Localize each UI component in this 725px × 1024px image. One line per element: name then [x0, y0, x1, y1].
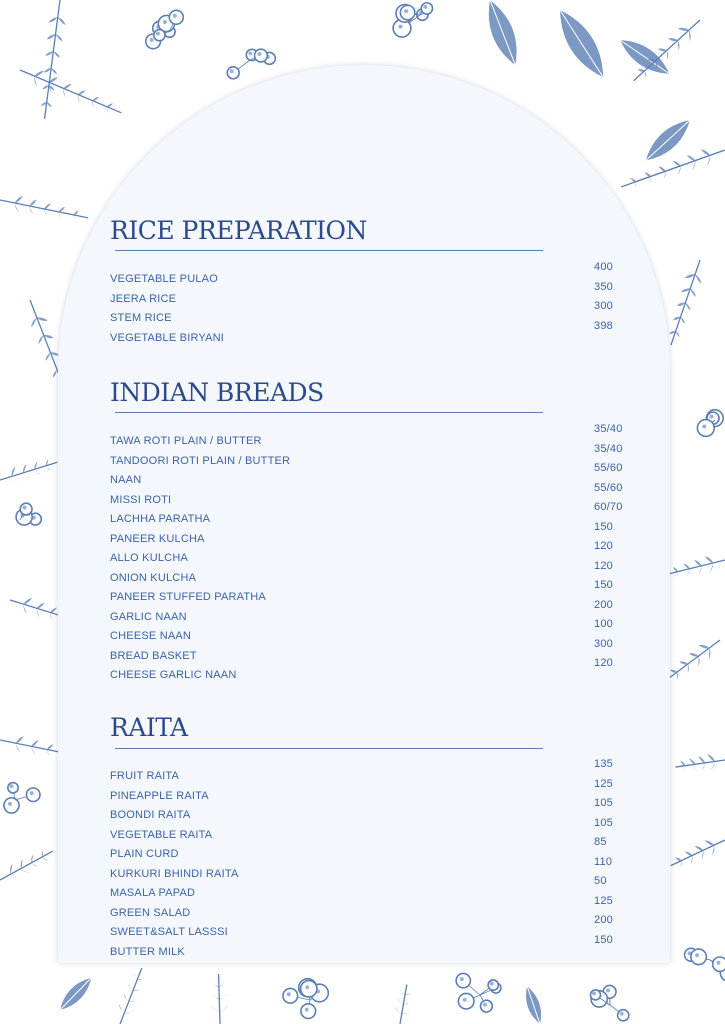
menu-item-name: JEERA RICE — [110, 292, 177, 305]
menu-item-price: 125 — [594, 894, 613, 907]
menu-item-name: CHEESE NAAN — [110, 630, 192, 642]
menu-item-price: 150 — [594, 579, 613, 591]
item-price-list — [594, 755, 613, 950]
menu-item-price: 60/70 — [594, 501, 623, 513]
menu-item-name: PANEER KULCHA — [110, 532, 205, 545]
item-name-list — [110, 767, 238, 962]
menu-item-name: KURKURI BHINDI RAITA — [110, 867, 239, 880]
menu-item-price: 55/60 — [594, 462, 623, 474]
section-divider — [115, 412, 543, 413]
section-title: RICE PREPARATION — [110, 216, 367, 245]
menu-item-name: MISSI ROTI — [110, 493, 172, 506]
menu-item-price: 55/60 — [594, 481, 623, 494]
menu-item-price: 120 — [594, 657, 613, 669]
menu-item-price: 398 — [594, 319, 613, 332]
section-indian-breads — [110, 378, 630, 681]
menu-item-name: GREEN SALAD — [110, 906, 191, 919]
menu-item-name: PLAIN CURD — [110, 848, 179, 860]
section-title: RAITA — [110, 713, 188, 742]
menu-item-price: 85 — [594, 836, 607, 848]
menu-item-name: SWEET&SALT LASSSI — [110, 926, 228, 938]
menu-item-price: 100 — [594, 618, 613, 630]
menu-item-price: 120 — [594, 540, 613, 552]
menu-item-price: 125 — [594, 777, 613, 790]
menu-item-name: CHEESE GARLIC NAAN — [110, 669, 237, 681]
menu-item-name: VEGETABLE BIRYANI — [110, 331, 225, 344]
menu-item-name: VEGETABLE PULAO — [110, 273, 218, 285]
menu-item-price: 120 — [594, 559, 613, 572]
menu-item-price: 300 — [594, 300, 613, 312]
menu-item-name: BUTTER MILK — [110, 945, 185, 958]
menu-item-name: ALLO KULCHA — [110, 552, 189, 564]
menu-item-name: TAWA ROTI PLAIN / BUTTER — [110, 435, 262, 447]
menu-item-name: FRUIT RAITA — [110, 770, 180, 782]
menu-item-price: 50 — [594, 875, 607, 887]
item-name-list — [110, 432, 290, 686]
menu-item-name: STEM RICE — [110, 312, 172, 324]
item-name-list — [110, 270, 224, 348]
menu-item-name: LACHHA PARATHA — [110, 513, 211, 525]
menu-item-price: 150 — [594, 933, 613, 946]
section-raita — [110, 713, 630, 958]
section-rice-preparation — [110, 216, 630, 344]
menu-item-name: PANEER STUFFED PARATHA — [110, 591, 266, 603]
item-price-list — [594, 420, 623, 674]
menu-item-price: 200 — [594, 598, 613, 611]
menu-item-name: NAAN — [110, 474, 142, 486]
menu-item-price: 150 — [594, 520, 613, 533]
section-divider — [115, 748, 543, 749]
menu-item-price: 200 — [594, 914, 613, 926]
menu-item-price: 135 — [594, 758, 613, 770]
menu-item-name: TANDOORI ROTI PLAIN / BUTTER — [110, 454, 291, 467]
menu-item-name: MASALA PAPAD — [110, 887, 196, 899]
menu-item-price: 35/40 — [594, 423, 623, 435]
menu-item-price: 400 — [594, 261, 613, 273]
section-divider — [115, 250, 543, 251]
menu-item-name: VEGETABLE RAITA — [110, 828, 213, 841]
menu-item-name: GARLIC NAAN — [110, 610, 187, 623]
menu-item-name: BREAD BASKET — [110, 649, 197, 662]
section-title: INDIAN BREADS — [110, 378, 324, 407]
menu-item-price: 105 — [594, 816, 613, 829]
menu-item-price: 350 — [594, 280, 613, 293]
item-price-list — [594, 258, 613, 336]
menu-item-name: PINEAPPLE RAITA — [110, 789, 209, 802]
menu-item-name: BOONDI RAITA — [110, 809, 191, 821]
menu-item-price: 110 — [594, 855, 613, 868]
menu-item-price: 105 — [594, 797, 613, 809]
menu-item-price: 300 — [594, 637, 613, 650]
menu-item-price: 35/40 — [594, 442, 623, 455]
menu-item-name: ONION KULCHA — [110, 571, 197, 584]
